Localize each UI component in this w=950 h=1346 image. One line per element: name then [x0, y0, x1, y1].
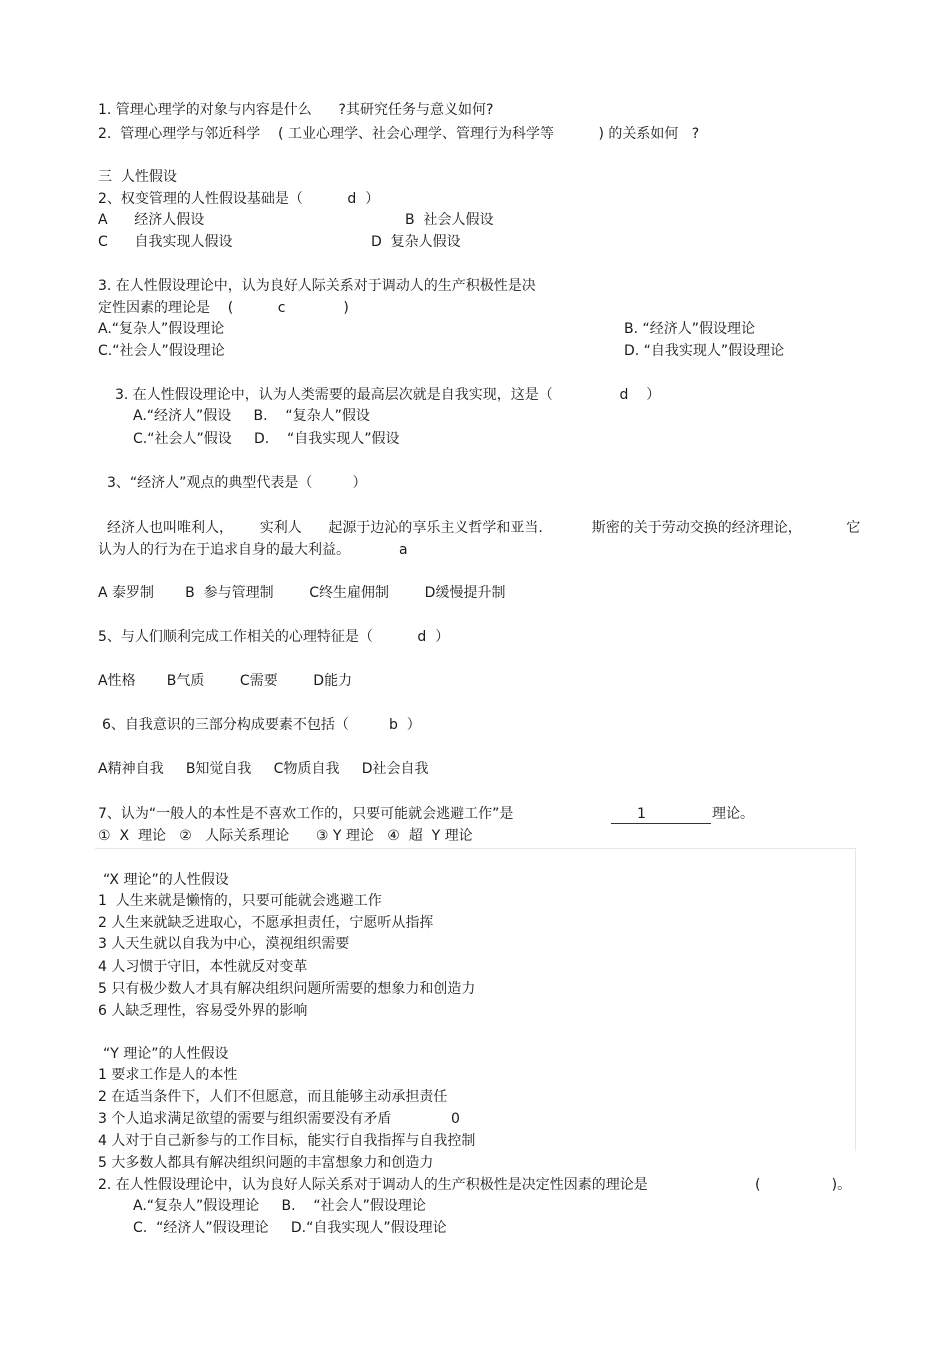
- explanation-paragraph-cont: 认为人的行为在于追求自身的最大利益。 a: [98, 542, 408, 558]
- list-item: 2 人生来就缺乏进取心，不愿承担责任，宁愿听从指挥: [98, 915, 434, 931]
- question-1: 1. 管理心理学的对象与内容是什么 ?其研究任务与意义如何?: [98, 102, 494, 118]
- list-item: 6 人缺乏理性，容易受外界的影响: [98, 1003, 308, 1019]
- options-row-1: A.“经济人”假设 B. “复杂人”假设: [133, 408, 370, 424]
- explanation-paragraph: 经济人也叫唯利人， 实利人 起源于边沁的享乐主义哲学和亚当. 斯密的关于劳动交换的经济理论， 它: [107, 520, 861, 536]
- option-c: C.“社会人”假设理论: [98, 343, 225, 359]
- option-d: D 复杂人假设: [371, 234, 461, 250]
- options-row-2: C. “经济人”假设理论 D.“自我实现人”假设理论: [133, 1220, 447, 1236]
- section-heading: 三 人性假设: [98, 169, 177, 185]
- mcq-stem: 6、自我意识的三部分构成要素不包括（ b ）: [102, 717, 421, 733]
- list-item: 2 在适当条件下，人们不但愿意，而且能够主动承担责任: [98, 1089, 448, 1105]
- mcq-stem: 3. 在人性假设理论中，认为良好人际关系对于调动人的生产积极性是决: [98, 278, 536, 294]
- list-item: 1 人生来就是懒惰的，只要可能就会逃避工作: [98, 893, 382, 909]
- fill-blank-stem: 7、认为“一般人的本性是不喜欢工作的，只要可能就会逃避工作”是: [98, 806, 514, 822]
- option-d: D. “自我实现人”假设理论: [624, 343, 785, 359]
- blank-answer: 1: [637, 806, 646, 822]
- option-a: A.“复杂人”假设理论: [98, 321, 225, 337]
- option-a: A 经济人假设: [98, 212, 205, 228]
- options-row: A精神自我 B知觉自我 C物质自我 D社会自我: [98, 761, 429, 777]
- list-item: 3 人天生就以自我为中心，漠视组织需要: [98, 936, 350, 952]
- list-item: 4 人习惯于守旧，本性就反对变革: [98, 959, 308, 975]
- answer-parentheses: ( )。: [755, 1177, 852, 1193]
- answer-blank-line: [611, 823, 711, 824]
- option-b: B 社会人假设: [405, 212, 494, 228]
- options-row: ① X 理论 ② 人际关系理论 ③ Y 理论 ④ 超 Y 理论: [98, 828, 473, 844]
- question-2: 2. 管理心理学与邻近科学 ( 工业心理学、社会心理学、管理行为科学等 ) 的关系如何 ?: [98, 126, 700, 142]
- options-row: A性格 B气质 C需要 D能力: [98, 673, 353, 689]
- mcq-stem: 3. 在人性假设理论中，认为人类需要的最高层次就是自我实现，这是（ d ）: [115, 387, 661, 403]
- list-item: 1 要求工作是人的本性: [98, 1067, 238, 1083]
- list-item: 3 个人追求满足欲望的需要与组织需要没有矛盾: [98, 1111, 392, 1127]
- options-row-2: C.“社会人”假设 D. “自我实现人”假设: [133, 431, 400, 447]
- options-row-1: A.“复杂人”假设理论 B. “社会人”假设理论: [133, 1198, 426, 1214]
- mcq-stem: 5、与人们顺利完成工作相关的心理特征是（ d ）: [98, 629, 450, 645]
- option-c: C 自我实现人假设: [98, 234, 233, 250]
- mcq-stem-cont: 定性因素的理论是 ( c ): [98, 300, 349, 316]
- option-b: B. “经济人”假设理论: [624, 321, 756, 337]
- mcq-stem: 2、权变管理的人性假设基础是（ d ）: [98, 191, 380, 207]
- fill-blank-suffix: 理论。: [712, 806, 754, 822]
- list-item: 5 只有极少数人才具有解决组织问题所需要的想象力和创造力: [98, 981, 476, 997]
- options-row: A 泰罗制 B 参与管理制 C终生雇佣制 D缓慢提升制: [98, 585, 506, 601]
- x-theory-heading: “X 理论”的人性假设: [103, 872, 229, 888]
- list-item: 4 人对于自己新参与的工作目标，能实行自我指挥与自我控制: [98, 1133, 476, 1149]
- list-item: 5 大多数人都具有解决组织问题的丰富想象力和创造力: [98, 1155, 434, 1171]
- y-theory-heading: “Y 理论”的人性假设: [103, 1046, 229, 1062]
- mcq-stem: 2. 在人性假设理论中，认为良好人际关系对于调动人的生产积极性是决定性因素的理论是: [98, 1177, 648, 1193]
- stray-mark: 0: [451, 1111, 460, 1127]
- mcq-stem: 3、“经济人”观点的典型代表是（ ）: [107, 475, 367, 491]
